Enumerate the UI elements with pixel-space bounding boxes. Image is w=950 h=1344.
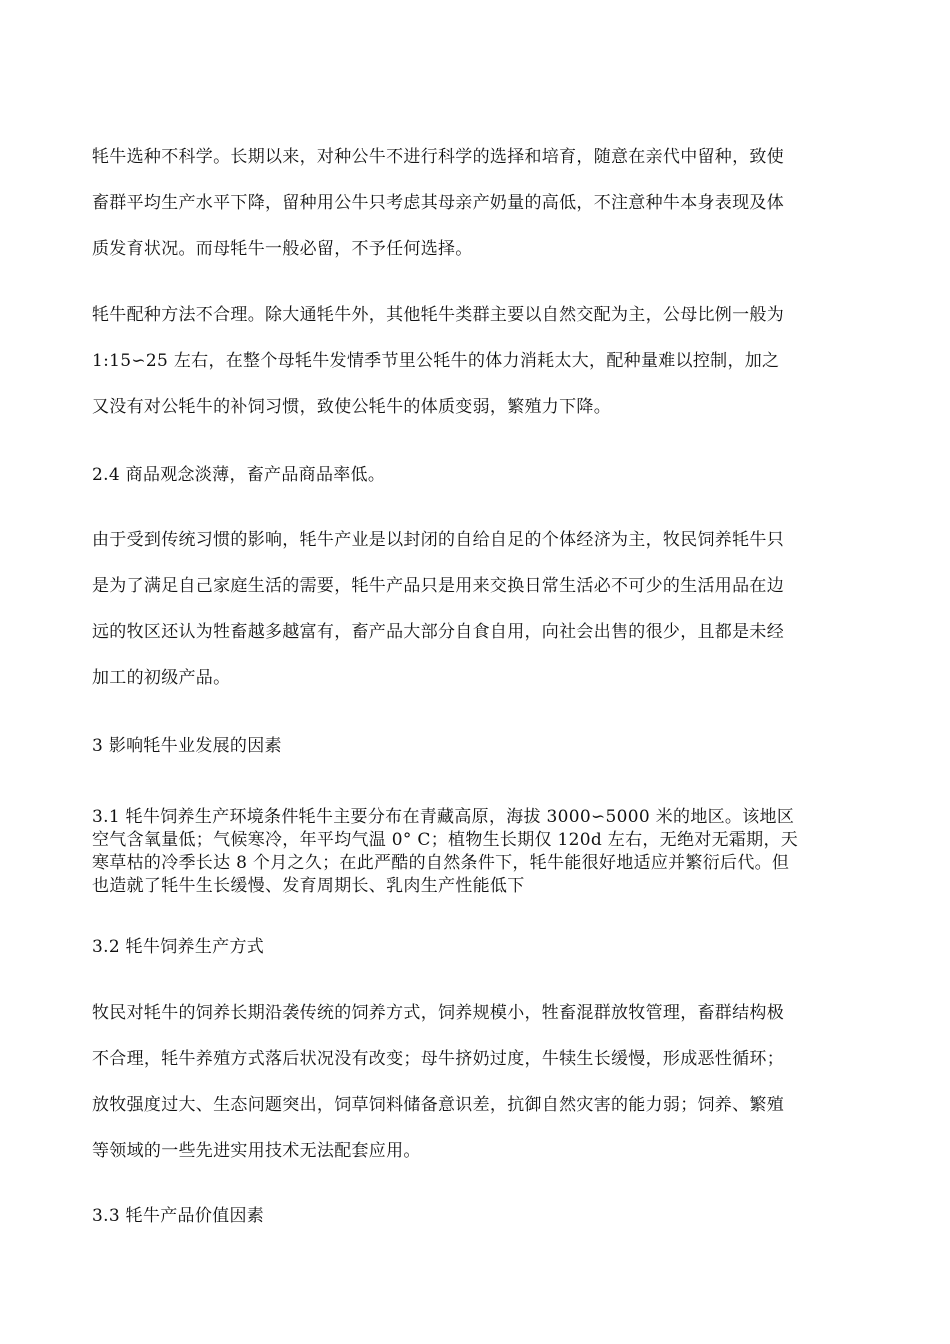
text-line: 放牧强度过大、生态问题突出，饲草饲料储备意识差，抗御自然灾害的能力弱；饲养、繁殖: [92, 1095, 784, 1115]
paragraph-traditional-habits: [92, 525, 862, 709]
text-line: 寒草枯的冷季长达 8 个月之久；在此严酷的自然条件下，牦牛能很好地适应并繁衍后代。但: [92, 853, 790, 873]
section-heading-3-3: 3.3 牦牛产品价值因素: [92, 1206, 265, 1226]
text-line: 也造就了牦牛生长缓慢、发育周期长、乳肉生产性能低下: [92, 876, 525, 896]
text-line: 又没有对公牦牛的补饲习惯，致使公牦牛的体质变弱，繁殖力下降。: [92, 397, 611, 417]
section-heading-2-4: 2.4 商品观念淡薄，畜产品商品率低。: [92, 465, 386, 485]
paragraph-yak-mating-method: [92, 300, 862, 438]
text-line: 畜群平均生产水平下降，留种用公牛只考虑其母亲产奶量的高低，不注意种牛本身表现及体: [92, 193, 784, 213]
text-line: 质发育状况。而母牦牛一般必留，不予任何选择。: [92, 239, 473, 259]
text-line: 由于受到传统习惯的影响，牦牛产业是以封闭的自给自足的个体经济为主，牧民饲养牦牛只: [92, 530, 784, 550]
text-line: 空气含氧量低；气候寒冷，年平均气温 0° C；植物生长期仅 120d 左右，无绝对无霜期，天: [92, 830, 799, 850]
text-line: 3.1 牦牛饲养生产环境条件牦牛主要分布在青藏高原，海拔 3000∽5000 米的地区。该地区: [92, 807, 795, 827]
paragraph-3-2-production-method: [92, 998, 862, 1182]
text-line: 牦牛配种方法不合理。除大通牦牛外，其他牦牛类群主要以自然交配为主，公母比例一般为: [92, 305, 784, 325]
paragraph-yak-breeding-selection: [92, 142, 862, 280]
text-line: 不合理，牦牛养殖方式落后状况没有改变；母牛挤奶过度，牛犊生长缓慢，形成恶性循环；: [92, 1049, 784, 1069]
text-line: 牧民对牦牛的饲养长期沿袭传统的饲养方式，饲养规模小，牲畜混群放牧管理，畜群结构极: [92, 1003, 784, 1023]
text-line: 等领域的一些先进实用技术无法配套应用。: [92, 1141, 421, 1161]
text-line: 远的牧区还认为牲畜越多越富有，畜产品大部分自食自用，向社会出售的很少，且都是未经: [92, 622, 784, 642]
section-heading-3: 3 影响牦牛业发展的因素: [92, 736, 282, 756]
text-line: 是为了满足自己家庭生活的需要，牦牛产品只是用来交换日常生活必不可少的生活用品在边: [92, 576, 784, 596]
text-line: 1:15∽25 左右，在整个母牦牛发情季节里公牦牛的体力消耗太大，配种量难以控制，加之: [92, 351, 780, 371]
section-heading-3-2: 3.2 牦牛饲养生产方式: [92, 937, 265, 957]
paragraph-3-1-environment: [92, 802, 862, 894]
text-line: 牦牛选种不科学。长期以来，对种公牛不进行科学的选择和培育，随意在亲代中留种，致使: [92, 147, 784, 167]
text-line: 加工的初级产品。: [92, 668, 231, 688]
